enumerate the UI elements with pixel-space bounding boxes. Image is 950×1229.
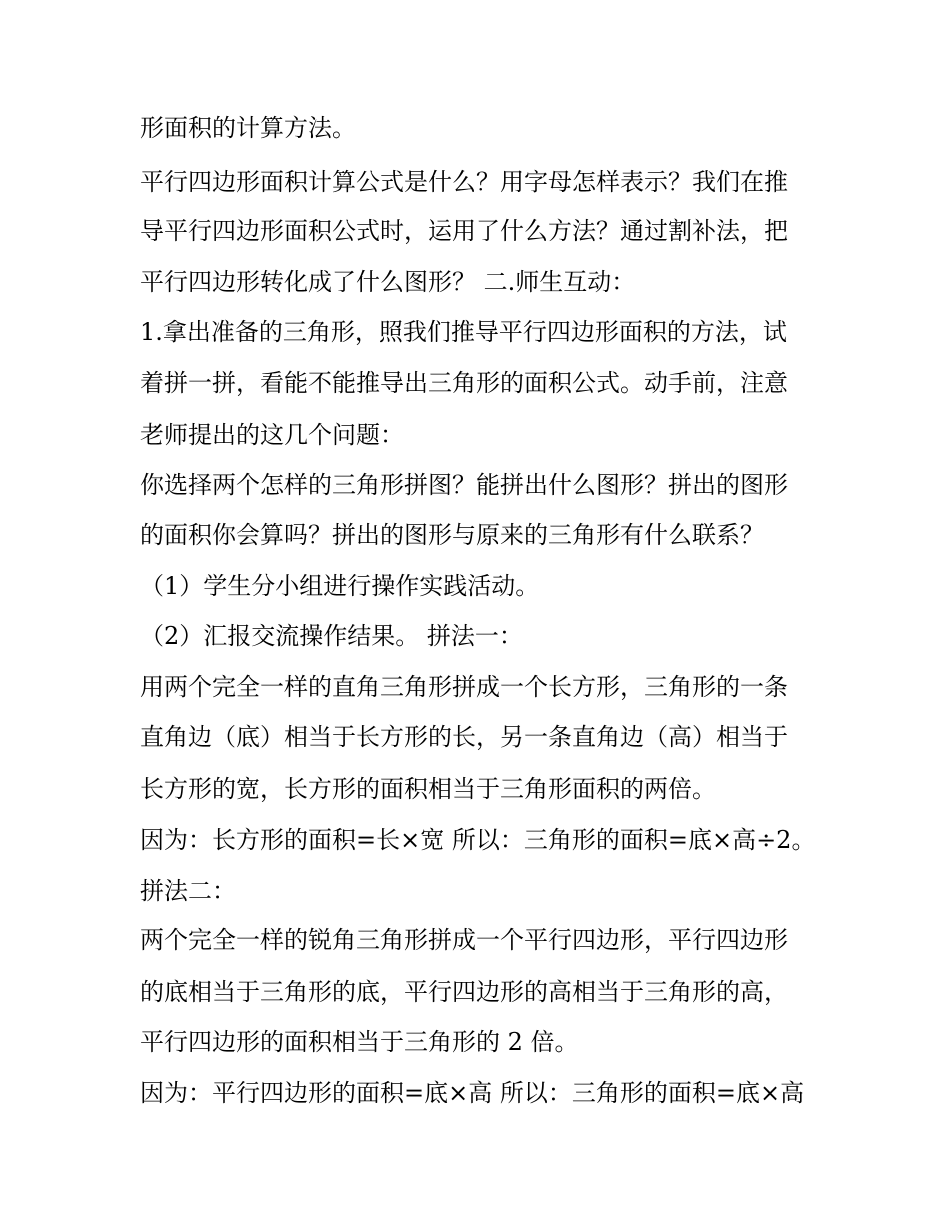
text-line: 1.拿出准备的三角形，照我们推导平行四边形面积的方法，试 (140, 318, 787, 346)
text-line: 老师提出的这几个问题： (140, 421, 404, 449)
text-line: 拼法二： (140, 877, 236, 905)
text-line: 导平行四边形面积公式时，运用了什么方法？通过割补法，把 (140, 217, 788, 245)
text-line: 因为：长方形的面积=长×宽 所以：三角形的面积=底×高÷2。 (140, 826, 816, 854)
text-line: 的面积你会算吗？拼出的图形与原来的三角形有什么联系？ (140, 521, 764, 549)
text-line: 平行四边形面积计算公式是什么？用字母怎样表示？我们在推 (140, 168, 788, 196)
text-line: 形面积的计算方法。 (140, 114, 356, 142)
text-line: 因为：平行四边形的面积=底×高 所以：三角形的面积=底×高 (140, 1079, 805, 1107)
text-line: 两个完全一样的锐角三角形拼成一个平行四边形，平行四边形 (140, 926, 788, 954)
text-line: 平行四边形的面积相当于三角形的 2 倍。 (140, 1028, 579, 1056)
text-line: 你选择两个怎样的三角形拼图？能拼出什么图形？拼出的图形 (140, 471, 788, 499)
text-line: 着拼一拼，看能不能推导出三角形的面积公式。动手前，注意 (140, 369, 788, 397)
text-line: 直角边（底）相当于长方形的长，另一条直角边（高）相当于 (140, 723, 788, 751)
text-line: 平行四边形转化成了什么图形？ 二.师生互动： (140, 268, 636, 296)
text-line: （1）学生分小组进行操作实践活动。 (140, 572, 540, 600)
text-line: 的底相当于三角形的底，平行四边形的高相当于三角形的高， (140, 978, 788, 1006)
text-line: 长方形的宽，长方形的面积相当于三角形面积的两倍。 (140, 775, 716, 803)
text-line: （2）汇报交流操作结果。 拼法一： (140, 622, 523, 650)
text-line: 用两个完全一样的直角三角形拼成一个长方形，三角形的一条 (140, 673, 788, 701)
